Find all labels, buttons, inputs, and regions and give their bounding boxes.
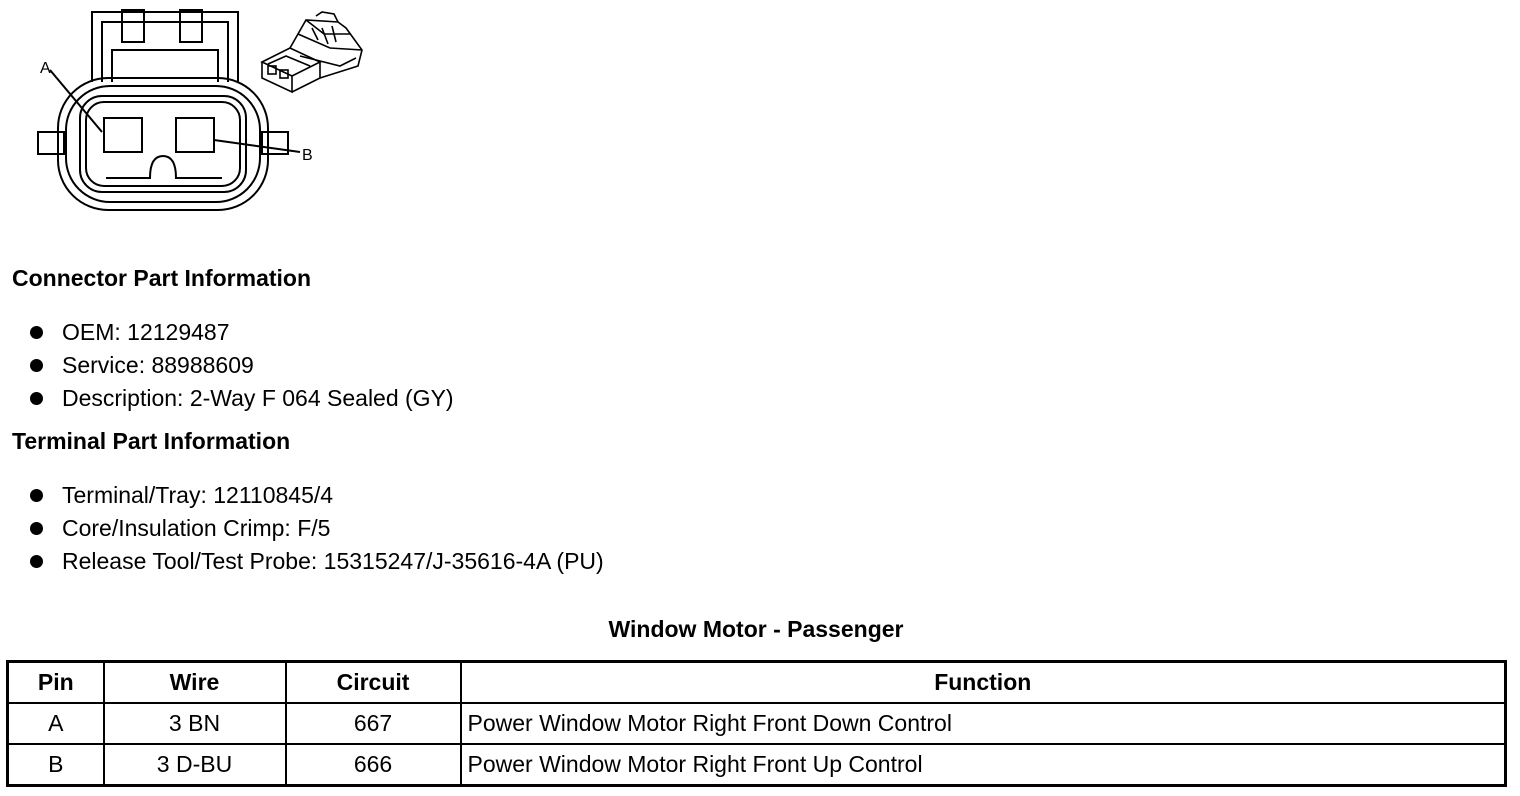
pinout-table — [6, 660, 1507, 787]
bullet-icon — [30, 555, 43, 568]
connector-info-list — [0, 316, 454, 415]
list-item — [0, 545, 604, 578]
table-header-row — [8, 662, 1506, 704]
header-wire: Wire — [104, 662, 286, 704]
header-pin: Pin — [8, 662, 104, 704]
header-function: Function — [461, 662, 1506, 704]
bullet-icon — [30, 392, 43, 405]
terminal-tray: Terminal/Tray: 12110845/4 — [62, 482, 334, 508]
cell-pin: A — [8, 703, 104, 744]
bullet-icon — [30, 359, 43, 372]
bullet-icon — [30, 489, 43, 502]
list-item — [0, 512, 604, 545]
table-row — [8, 703, 1506, 744]
list-item — [0, 479, 604, 512]
connector-description: Description: 2-Way F 064 Sealed (GY) — [62, 385, 454, 411]
connector-service: Service: 88988609 — [62, 352, 254, 378]
header-circuit: Circuit — [286, 662, 461, 704]
list-item — [0, 382, 454, 415]
pin-a-label: A — [40, 60, 51, 77]
cell-circuit: 666 — [286, 744, 461, 786]
table-row — [8, 744, 1506, 786]
cell-wire: 3 BN — [104, 703, 286, 744]
terminal-release-tool: Release Tool/Test Probe: 15315247/J-35616-4A (PU) — [62, 548, 604, 574]
cell-function: Power Window Motor Right Front Down Control — [461, 703, 1506, 744]
cell-wire: 3 D-BU — [104, 744, 286, 786]
terminal-heading: Terminal Part Information — [12, 428, 291, 454]
cell-pin: B — [8, 744, 104, 786]
list-item — [0, 349, 454, 382]
terminal-info-list — [0, 479, 604, 578]
pin-b-label: B — [302, 147, 313, 164]
cell-function: Power Window Motor Right Front Up Control — [461, 744, 1506, 786]
terminal-crimp: Core/Insulation Crimp: F/5 — [62, 515, 331, 541]
connector-oem: OEM: 12129487 — [62, 319, 230, 345]
list-item — [0, 316, 454, 349]
bullet-icon — [30, 522, 43, 535]
table-title: Window Motor - Passenger — [608, 616, 904, 642]
bullet-icon — [30, 326, 43, 339]
connector-heading: Connector Part Information — [12, 265, 312, 291]
cell-circuit: 667 — [286, 703, 461, 744]
connector-diagram — [0, 0, 400, 230]
